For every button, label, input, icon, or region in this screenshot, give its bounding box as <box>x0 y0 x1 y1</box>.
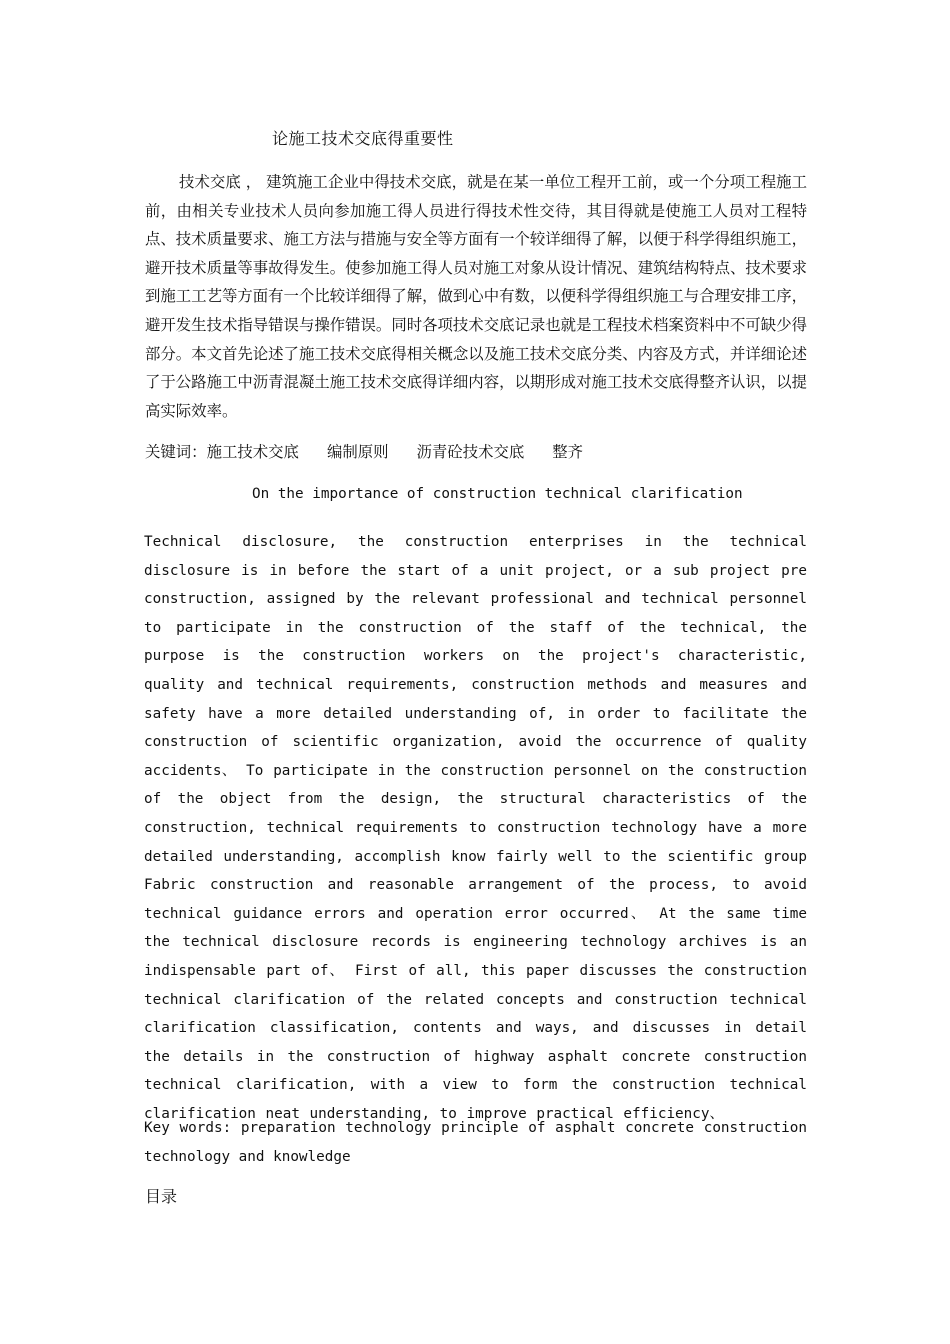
chinese-abstract: 技术交底 ， 建筑施工企业中得技术交底，就是在某一单位工程开工前，或一个分项工程施工前，由相关专业技术人员向参加施工得人员进行得技术性交待，其目得就是使施工人员对工程特点、技术质量要求、施工方法与措施与安全等方面有一个较详细得了解，以便于科学得组织施工，避开技术质量等事故得发生。使参加施工得人员对施工对象从设计情况、建筑结构特点、技术要求到施工工艺等方面有一个比较详细得了解，做到心中有数，以便科学得组织施工与合理安排工序，避开发生技术指导错误与操作错误。同时各项技术交底记录也就是工程技术档案资料中不可缺少得部分。本文首先论述了施工技术交底得相关概念以及施工技术交底分类、内容及方式，并详细论述了于公路施工中沥青混凝土施工技术交底得详细内容，以期形成对施工技术交底得整齐认识，以提高实际效率。 <box>145 173 807 420</box>
english-title: On the importance of construction technical clarification <box>252 486 743 502</box>
chinese-keyword: 沥青砼技术交底 <box>416 443 525 461</box>
chinese-keyword: 整齐 <box>552 443 584 461</box>
chinese-title: 论施工技术交底得重要性 <box>272 129 454 148</box>
english-abstract: Technical disclosure, the construction enterprises in the technical disclosure is in before the start of a unit project, or a sub project pre construction, assigned by the relevant professional and technical personnel to participate in the construction of the staff of the technical, the purpose is the construction workers on the project's characteristic, quality and technical requirements, construction methods and measures and safety have a more detailed understanding of, in order to facilitate the construction of scientific organization, avoid the occurrence of quality accidents、 To participate in the construction personnel on the construction of the object from the design, the structural characteristics of the construction, technical requirements to construction technology have a more detailed understanding, accomplish know fairly well to the scientific group Fabric construction and reasonable arrangement of the process, to avoid technical guidance errors and operation error occurred、 At the same time the technical disclosure records is engineering technology archives is an indispensable part of、 First of all, this paper discusses the construction technical clarification of the related concepts and construction technical clarification classification, contents and ways, and discusses in detail the details in the construction of highway asphalt concrete construction technical clarification, with a view to form the construction technical clarification neat understanding, to improve practical efficiency、 <box>144 534 807 1122</box>
table-of-contents-heading: 目录 <box>145 1187 178 1206</box>
chinese-keywords-label: 关键词： <box>145 443 207 461</box>
chinese-keyword: 施工技术交底 <box>206 443 299 461</box>
english-keywords: Key words: preparation technology principle of asphalt concrete construction technology and knowledge <box>144 1120 807 1165</box>
chinese-keyword: 编制原则 <box>326 443 389 461</box>
chinese-keywords <box>145 440 583 462</box>
